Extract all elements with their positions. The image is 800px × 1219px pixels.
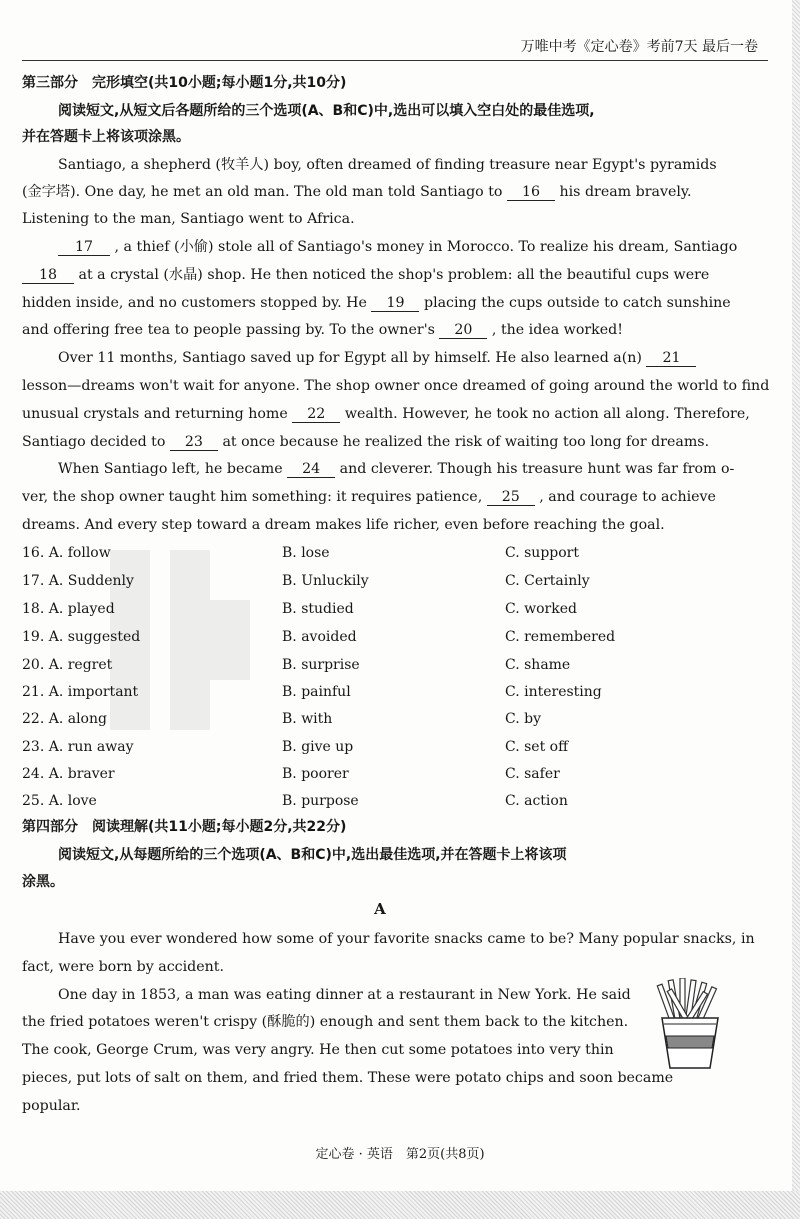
part3-instruction-line1: 阅读短文,从短文后各题所给的三个选项(A、B和C)中,选出可以填入空白处的最佳选项,: [58, 103, 595, 119]
reading-a-p2-line4: pieces, put lots of salt on them, and fried them. These were potato chips and soon became: [22, 1070, 674, 1086]
option-21-b: B. painful: [282, 684, 351, 700]
section-heading-a: A: [374, 900, 386, 918]
blank-19: 19: [371, 295, 419, 312]
blank-24: 24: [287, 461, 335, 478]
blank-17: 17: [58, 239, 110, 256]
part3-title: 第三部分 完形填空(共10小题;每小题1分,共10分): [22, 75, 347, 91]
option-24-b: B. poorer: [282, 766, 349, 782]
blank-20: 20: [439, 322, 487, 339]
option-20-a: 20. A. regret: [22, 657, 113, 673]
passage-p2-line1: 17 , a thief (小偷) stole all of Santiago's money in Morocco. To realize his dream, Santiago: [58, 238, 737, 256]
option-23-a: 23. A. run away: [22, 739, 134, 755]
option-24-a: 24. A. braver: [22, 766, 115, 782]
blank-23: 23: [170, 434, 218, 451]
option-24-c: C. safer: [505, 766, 560, 782]
option-19-a: 19. A. suggested: [22, 629, 141, 645]
scan-edge-right: [792, 0, 800, 1219]
passage-p4-line1: When Santiago left, he became 24 and cleverer. Though his treasure hunt was far from o-: [58, 461, 735, 477]
passage-p2-line3: hidden inside, and no customers stopped by. He 19 placing the cups outside to catch sunshine: [22, 295, 731, 311]
passage-p1-line3: Listening to the man, Santiago went to Africa.: [22, 211, 355, 227]
part4-instruction-line2: 涂黑。: [22, 874, 64, 890]
option-22-a: 22. A. along: [22, 711, 107, 727]
option-18-c: C. worked: [505, 601, 577, 617]
option-17-c: C. Certainly: [505, 573, 590, 589]
passage-p1-line2: (金字塔). One day, he met an old man. The old man told Santiago to 16 his dream bravely.: [22, 184, 692, 200]
reading-a-p2-line5: popular.: [22, 1098, 81, 1114]
option-21-c: C. interesting: [505, 684, 602, 700]
part4-title: 第四部分 阅读理解(共11小题;每小题2分,共22分): [22, 819, 347, 835]
option-17-b: B. Unluckily: [282, 573, 369, 589]
option-19-c: C. remembered: [505, 629, 616, 645]
scan-edge-bottom: [0, 1191, 800, 1219]
option-16-c: C. support: [505, 545, 579, 561]
blank-16: 16: [507, 184, 555, 201]
option-23-c: C. set off: [505, 739, 569, 755]
option-22-b: B. with: [282, 711, 333, 727]
passage-p1-line1: Santiago, a shepherd (牧羊人) boy, often dreamed of finding treasure near Egypt's pyramids: [58, 157, 717, 173]
part3-instruction-line2: 并在答题卡上将该项涂黑。: [22, 129, 190, 145]
french-fries-illustration: [650, 978, 730, 1070]
option-17-a: 17. A. Suddenly: [22, 573, 134, 589]
option-16-a: 16. A. follow: [22, 545, 111, 561]
blank-22: 22: [292, 406, 340, 423]
option-25-a: 25. A. love: [22, 793, 97, 809]
passage-p3-line4: Santiago decided to 23 at once because he realized the risk of waiting too long for dreams.: [22, 434, 710, 450]
option-21-a: 21. A. important: [22, 684, 139, 700]
option-20-b: B. surprise: [282, 657, 360, 673]
reading-a-p2-line3: The cook, George Crum, was very angry. He then cut some potatoes into very thin: [22, 1042, 614, 1058]
blank-25: 25: [487, 489, 535, 506]
blank-21: 21: [646, 350, 696, 367]
part4-instruction-line1: 阅读短文,从每题所给的三个选项(A、B和C)中,选出最佳选项,并在答题卡上将该项: [58, 847, 567, 863]
reading-a-p2-line1: One day in 1853, a man was eating dinner at a restaurant in New York. He said: [58, 987, 631, 1003]
reading-a-p1-line1: Have you ever wondered how some of your favorite snacks came to be? Many popular snacks, in: [58, 931, 755, 947]
passage-p3-line1: Over 11 months, Santiago saved up for Egypt all by himself. He also learned a(n) 21: [58, 349, 696, 367]
reading-a-p2-line2: the fried potatoes weren't crispy (酥脆的) enough and sent them back to the kitchen.: [22, 1014, 629, 1030]
passage-p4-line3: dreams. And every step toward a dream makes life richer, even before reaching the goal.: [22, 517, 665, 533]
option-16-b: B. lose: [282, 545, 330, 561]
option-18-a: 18. A. played: [22, 601, 115, 617]
option-25-c: C. action: [505, 793, 568, 809]
passage-p3-line3: unusual crystals and returning home 22 wealth. However, he took no action all along. Therefore,: [22, 406, 750, 422]
passage-p2-line4: and offering free tea to people passing by. To the owner's 20 , the idea worked!: [22, 322, 623, 338]
header-rule: [22, 60, 768, 61]
page-header: 万唯中考《定心卷》考前7天 最后一卷: [520, 39, 758, 55]
reading-a-p1-line2: fact, were born by accident.: [22, 959, 224, 975]
passage-p4-line2: ver, the shop owner taught him something: it requires patience, 25 , and courage to achieve: [22, 489, 716, 505]
option-18-b: B. studied: [282, 601, 354, 617]
blank-18: 18: [22, 267, 74, 284]
option-23-b: B. give up: [282, 739, 354, 755]
option-20-c: C. shame: [505, 657, 571, 673]
option-19-b: B. avoided: [282, 629, 357, 645]
option-22-c: C. by: [505, 711, 541, 727]
passage-p3-line2: lesson—dreams won't wait for anyone. The shop owner once dreamed of going around the world to find: [22, 378, 770, 394]
passage-p2-line2: 18 at a crystal (水晶) shop. He then noticed the shop's problem: all the beautiful cups were: [22, 266, 709, 284]
page-footer: 定心卷 · 英语 第2页(共8页): [315, 1147, 485, 1162]
option-25-b: B. purpose: [282, 793, 359, 809]
